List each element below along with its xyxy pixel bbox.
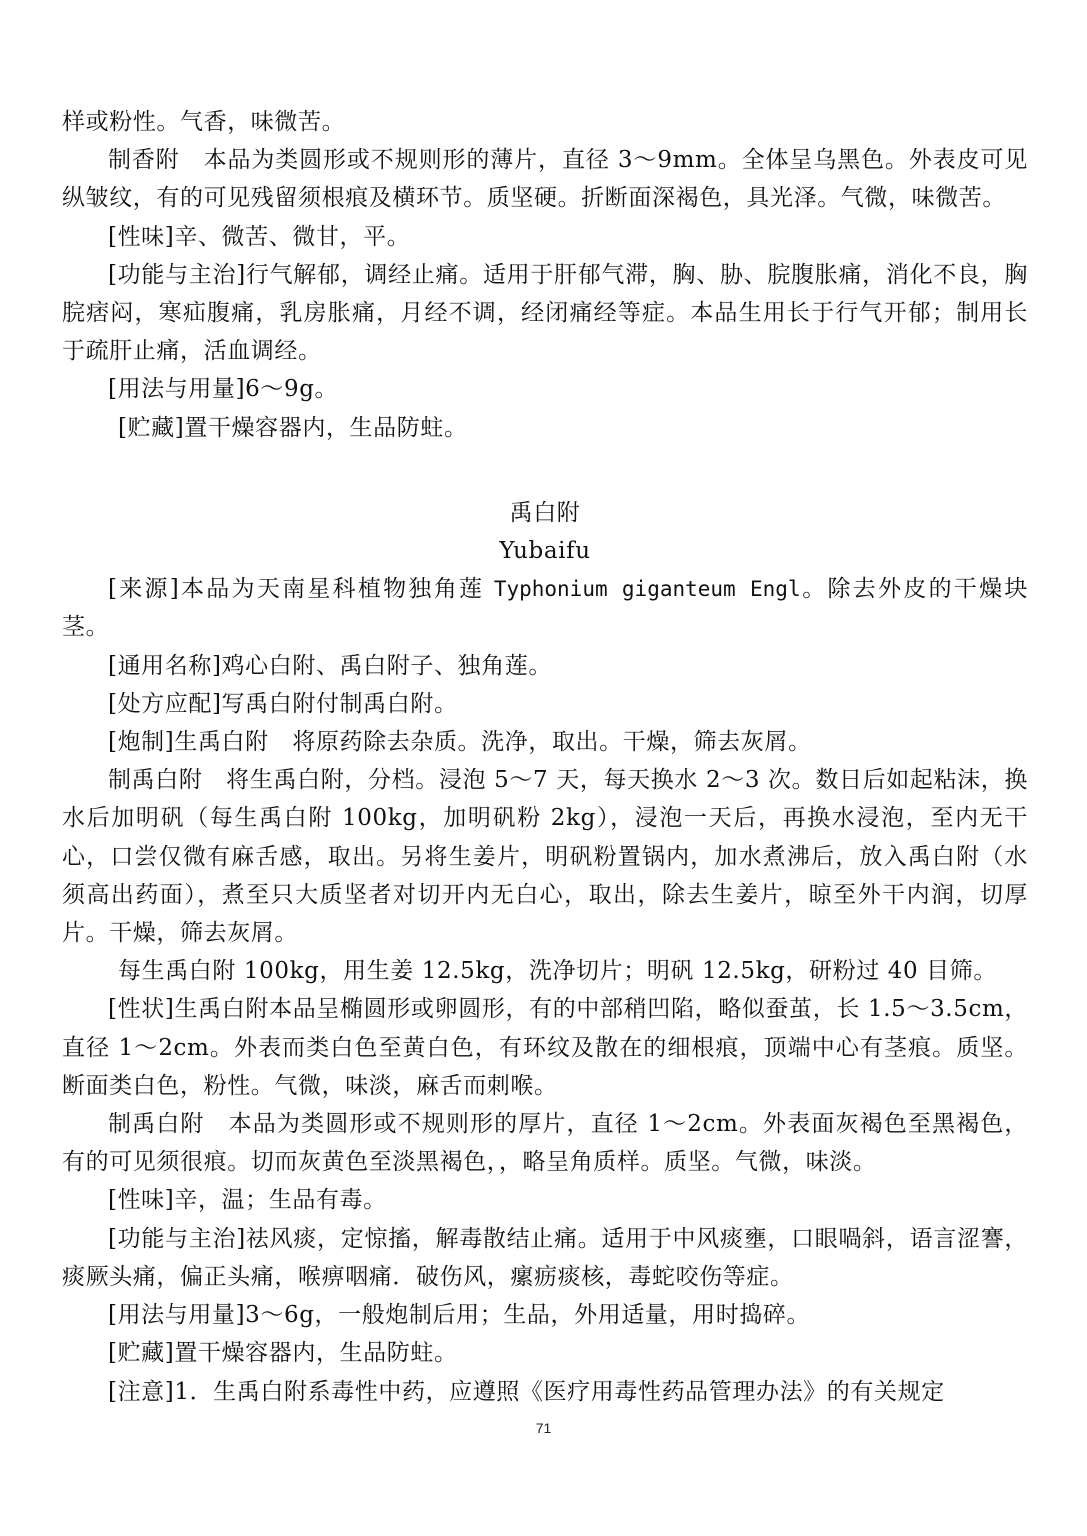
paragraph-processing: [炮制]生禹白附 将原药除去杂质。洗净，取出。干燥，筛去灰屑。 [108,729,812,756]
body-text [62,103,1028,1411]
source-latin-name: Typhonium giganteum Engl [493,577,801,602]
paragraph-continuation: 样或粉性。气香，味微苦。 [62,109,346,135]
paragraph-nature: [性味]辛，温；生品有毒。 [108,1187,387,1214]
paragraph-storage: [贮藏]置干燥容器内，生品防蛀。 [118,414,468,441]
paragraph-functions: [功能与主治]行气解郁，调经止痛。适用于肝郁气滞，胸、胁、脘腹胀痛，消化不良，胸脘痞闷，寒疝腹痛，乳房胀痛，月经不调，经闭痛经等症。本品生用长于行气开郁；制用长于疏肝止痛，活血调经。 [62,261,1028,365]
section-gap [62,447,1028,494]
paragraph-entry-dosage: [用法与用量]3～6g，一般炮制后用；生品，外用适量，用时捣碎。 [108,1302,811,1329]
paragraph-note: [注意]1．生禹白附系毒性中药，应遵照《医疗用毒性药品管理办法》的有关规定 [108,1378,945,1405]
paragraph-common-names: [通用名称]鸡心白附、禹白附子、独角莲。 [108,652,552,679]
paragraph-processed-xiangfu: 制香附 本品为类圆形或不规则形的薄片，直径 3～9mm。全体呈乌黑色。外表皮可见纵皱纹，有的可见残留须根痕及横环节。质坚硬。折断面深褐色，具光泽。气微，味微苦。 [62,147,1028,212]
paragraph-prescription: [处方应配]写禹白附付制禹白附。 [108,690,458,717]
entry-title-pinyin: Yubaifu [499,538,591,565]
paragraph-characters-processed: 制禹白附 本品为类圆形或不规则形的厚片，直径 1～2cm。外表面灰褐色至黑褐色，有的可见须很痕。切而灰黄色至淡黑褐色，，略呈角质样。质坚。气微，味淡。 [62,1111,1028,1176]
paragraph-processing-method: 制禹白附 将生禹白附，分档。浸泡 5～7 天，每天换水 2～3 次。数日后如起粘沫，换水后加明矾（每生禹白附 100kg，加明矾粉 2kg），浸泡一天后，再换水浸泡，至内无干心，口尝仅微有麻舌感，取出。另将生姜片，明矾粉置锅内，加水煮沸后，放入禹白附（水须高出药面），煮至只大质坚者对切开内无白心，取出，除去生姜片，晾至外干内润，切厚片。干燥，筛去灰屑。 [62,767,1028,947]
source-suffix: 。除去外皮的干燥块茎。 [62,576,1029,641]
source-prefix: [来源]本品为天南星科植物独角莲 [108,576,494,603]
paragraph-entry-functions: [功能与主治]祛风痰，定惊搐，解毒散结止痛。适用于中风痰壅，口眼喎斜，语言涩謇，痰厥头痛，偏正头痛，喉痹咽痛．破伤风，瘰疬痰核，毒蛇咬伤等症。 [62,1225,1028,1290]
paragraph-dosage: [用法与用量]6～9g。 [108,376,339,403]
paragraph-characters: [性状]生禹白附本品呈椭圆形或卵圆形，有的中部稍凹陷，略似蚕茧，长 1.5～3.5cm，直径 1～2cm。外表而类白色至黄白色，有环纹及散在的细根痕，顶端中心有茎痕。质坚。断面类白色，粉性。气微，味淡，麻舌而刺喉。 [62,996,1028,1099]
paragraph-source [62,570,1028,646]
paragraph-entry-storage: [贮藏]置干燥容器内，生品防蛀。 [108,1340,458,1367]
paragraph-processing-ratio: 每生禹白附 100kg，用生姜 12.5kg，洗净切片；明矾 12.5kg，研粉过 40 目筛。 [118,958,997,985]
entry-title: 禹白附 [509,499,581,526]
paragraph-nature-taste: [性味]辛、微苦、微甘，平。 [108,223,411,250]
page-number: 71 [535,1420,552,1436]
